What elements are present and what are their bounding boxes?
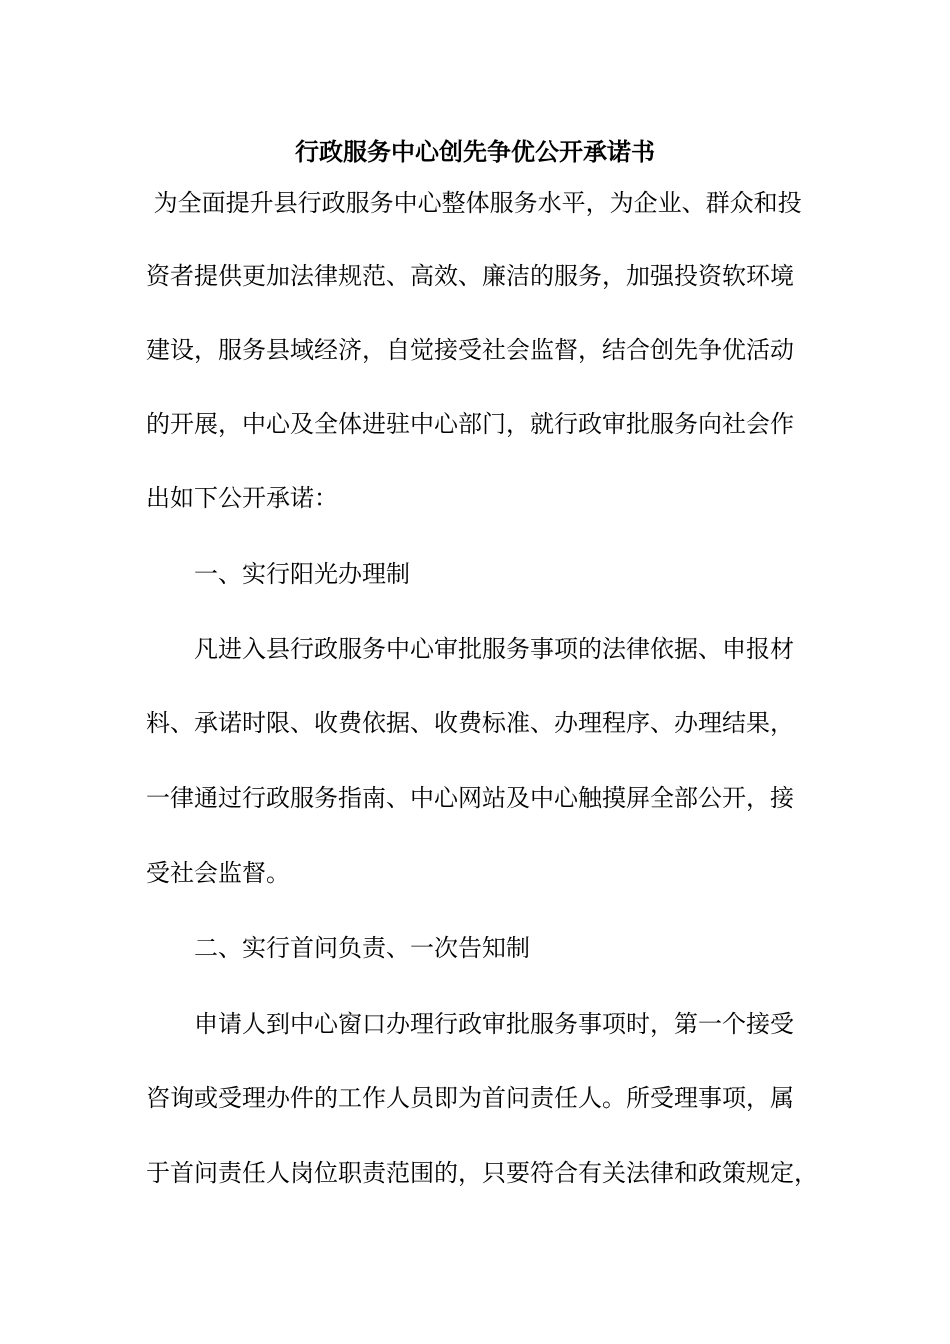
body-line: 受社会监督。 [146,859,290,887]
body-line: 出如下公开承诺： [146,484,338,512]
body-line: 的开展，中心及全体进驻中心部门，就行政审批服务向社会作 [146,410,794,438]
body-line: 申请人到中心窗口办理行政审批服务事项时，第一个接受 [146,1010,794,1038]
section-heading: 一、实行阳光办理制 [146,560,410,588]
body-line: 凡进入县行政服务中心审批服务事项的法律依据、申报材 [146,635,794,663]
body-line: 一律通过行政服务指南、中心网站及中心触摸屏全部公开，接 [146,784,794,812]
section-heading: 二、实行首问负责、一次告知制 [146,934,530,962]
body-line: 于首问责任人岗位职责范围的，只要符合有关法律和政策规定， [146,1159,818,1187]
body-line: 建设，服务县域经济，自觉接受社会监督，结合创先争优活动 [146,336,794,364]
document-title: 行政服务中心创先争优公开承诺书 [295,137,655,166]
body-line: 为全面提升县行政服务中心整体服务水平，为企业、群众和投 [146,189,802,217]
body-line: 咨询或受理办件的工作人员即为首问责任人。所受理事项，属 [146,1084,794,1112]
body-line: 资者提供更加法律规范、高效、廉洁的服务，加强投资软环境 [146,262,794,290]
body-line: 料、承诺时限、收费依据、收费标准、办理程序、办理结果， [146,709,794,737]
